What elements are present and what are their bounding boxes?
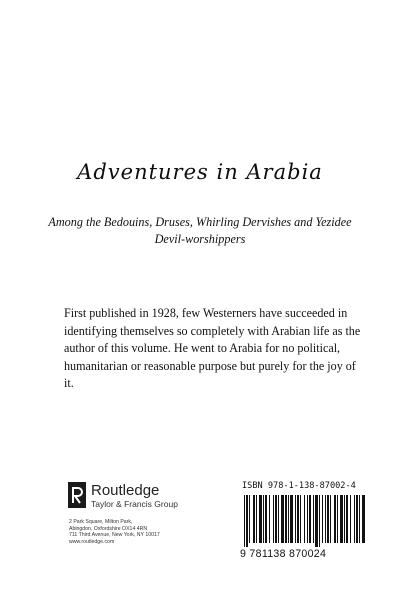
book-subtitle: Among the Bedouins, Druses, Whirling Dervishes and Yezidee Devil-worshippers (48, 215, 352, 246)
address-line: 2 Park Square, Milton Park, (69, 519, 133, 525)
address-line: 711 Third Avenue, New York, NY 10017 (69, 532, 160, 539)
barcode-block (240, 481, 368, 565)
book-description: First published in 1928, few Westerners have succeeded in identifying themselves so completely with Arabian life as the author of this volume. He went to Arabia for no political, humanitarian or reasonable purpose but purely for the joy of it. (64, 306, 361, 390)
publisher-block (64, 482, 214, 562)
address-line: Abingdon, Oxfordshire OX14 4RN (69, 525, 148, 532)
address-line: www.routledge.com (69, 538, 115, 545)
publisher-address (69, 519, 160, 545)
book-title: Adventures in Arabia (77, 160, 323, 184)
isbn-label: ISBN 978-1-138-87002-4 (242, 481, 356, 491)
barcode-icon (242, 495, 366, 547)
publisher-name: Routledge (91, 482, 160, 499)
ean-digits: 9 781138 870024 (240, 548, 327, 560)
routledge-logo-icon (68, 482, 86, 508)
publisher-group: Taylor & Francis Group (91, 499, 178, 509)
